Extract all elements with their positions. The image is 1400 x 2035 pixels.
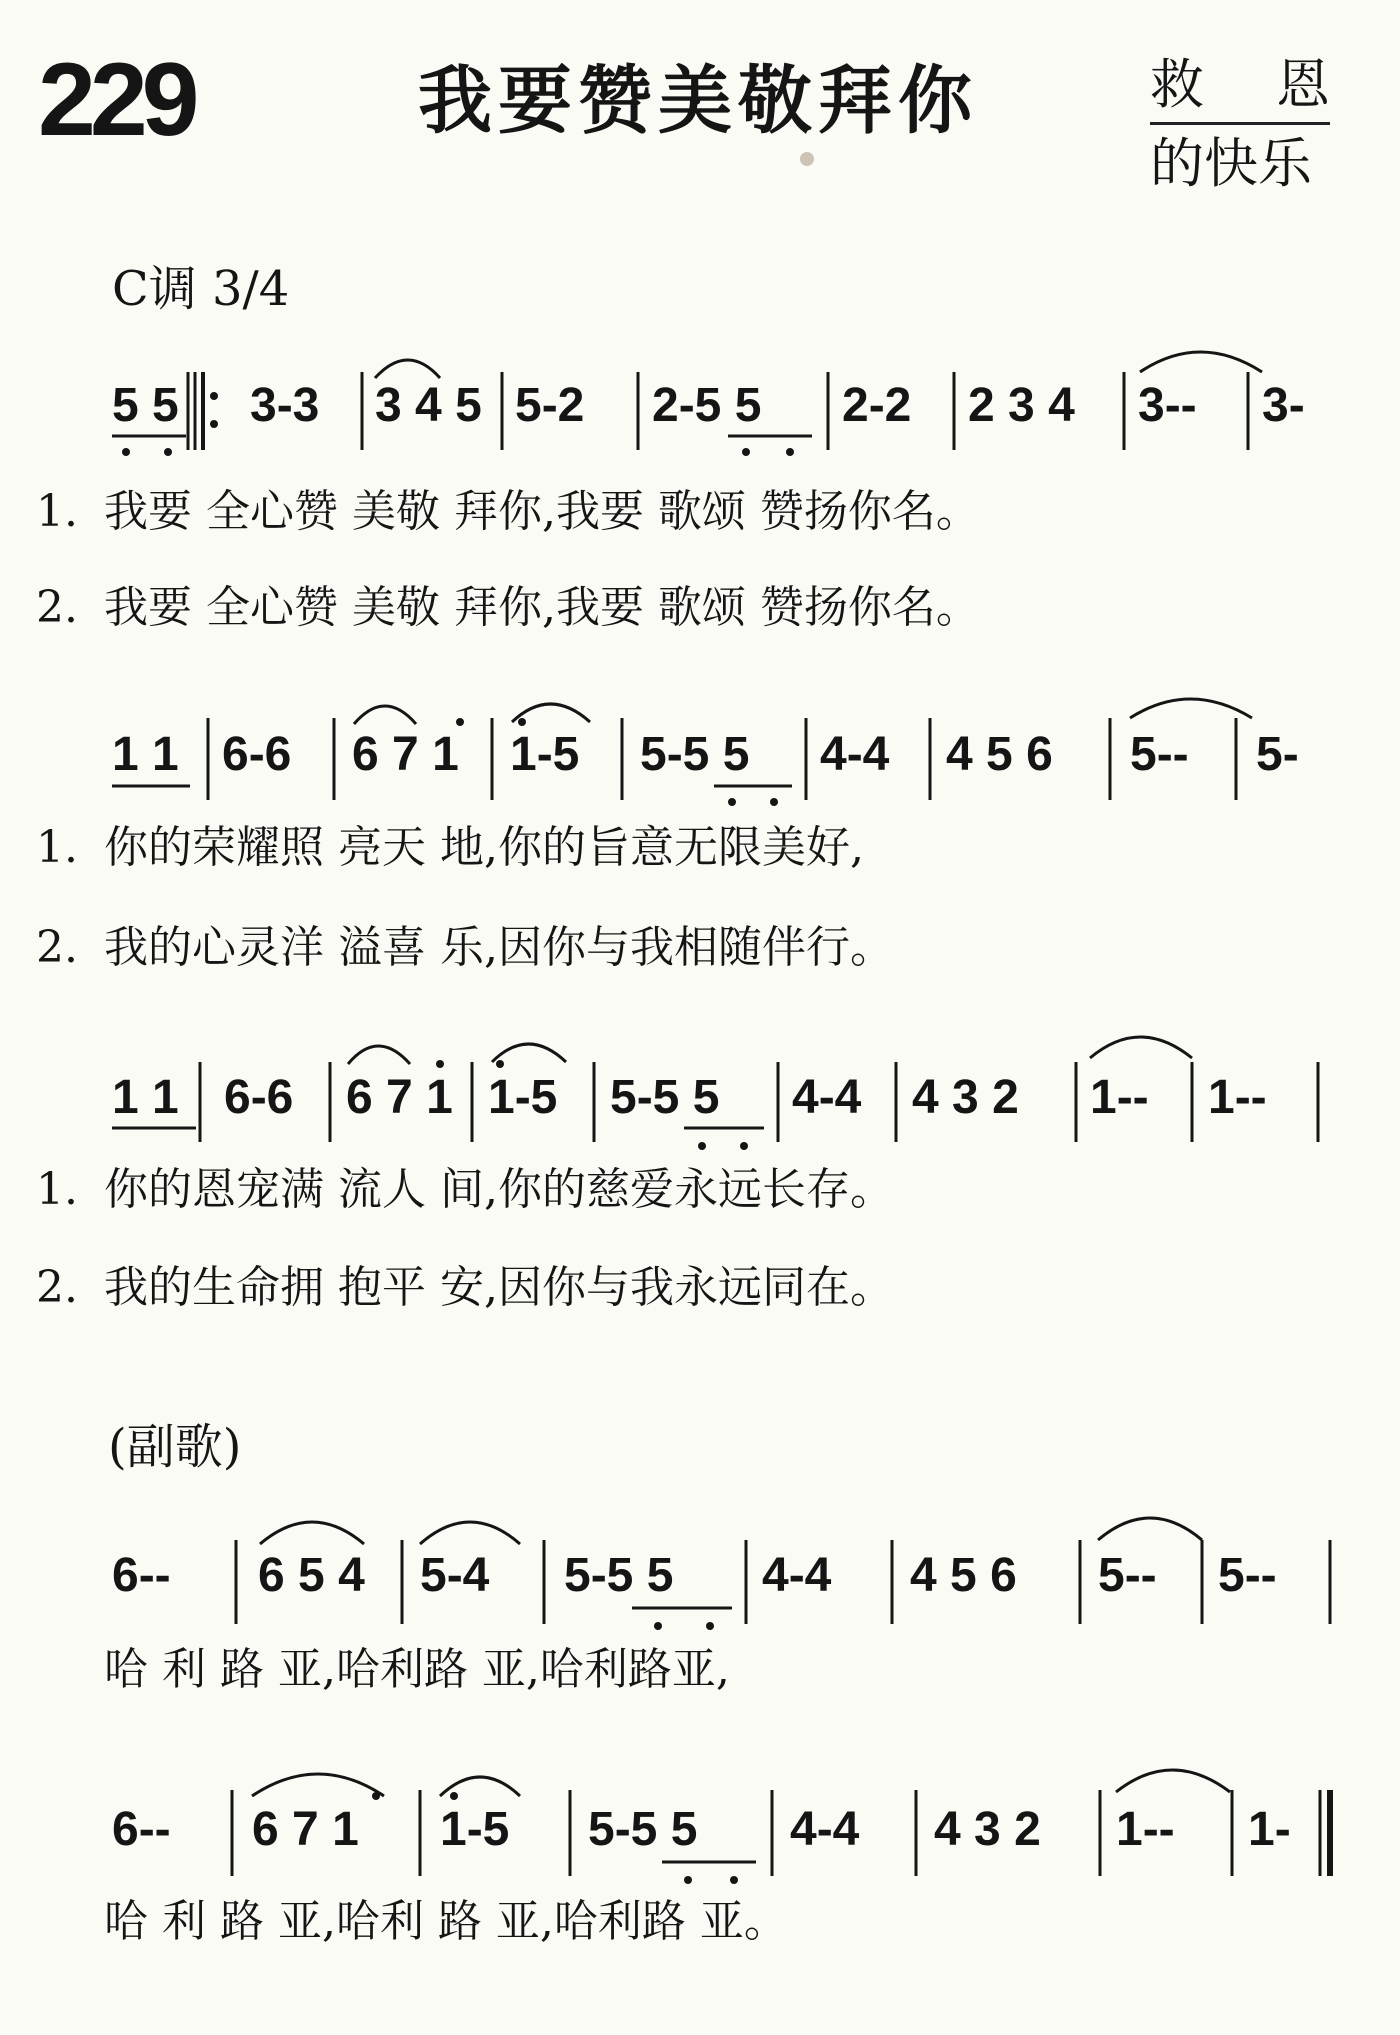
lyric-line-5 bbox=[36, 1896, 1376, 1960]
lyric-line-4 bbox=[36, 1644, 1376, 1708]
lyric-text: 我的心灵洋 溢喜 乐,因你与我相随伴行。 bbox=[104, 922, 894, 973]
measure: 5- bbox=[1256, 728, 1299, 781]
lyric-text: 我要 全心赞 美敬 拜你,我要 歌颂 赞扬你名。 bbox=[104, 486, 980, 537]
measure: 1-5 bbox=[488, 1071, 558, 1124]
measure: 4-4 bbox=[790, 1803, 860, 1856]
chorus-label: (副歌) bbox=[108, 1419, 242, 1475]
measure: 5-5 5 bbox=[564, 1549, 674, 1602]
paper-smudge bbox=[800, 152, 814, 166]
measure: 6-- bbox=[112, 1549, 171, 1602]
lyric-line-1-1 bbox=[36, 486, 1376, 550]
measure: 4 3 2 bbox=[912, 1071, 1019, 1124]
key-signature: C调 3/4 bbox=[112, 261, 290, 317]
measure: 3 4 5 bbox=[375, 379, 482, 432]
lyric-text: 我的生命拥 抱平 安,因你与我永远同在。 bbox=[104, 1262, 894, 1313]
measure: 1 1 bbox=[112, 728, 179, 781]
measure: 4 3 2 bbox=[934, 1803, 1041, 1856]
notation-line-4 bbox=[0, 1549, 1400, 1622]
lyric-text: 哈 利 路 亚,哈利路 亚,哈利路亚, bbox=[104, 1644, 730, 1695]
verse-number: 1. bbox=[36, 486, 78, 537]
measure: 6-6 bbox=[222, 728, 292, 781]
measure: 1-- bbox=[1116, 1803, 1175, 1856]
category-bottom: 的快乐 bbox=[1150, 132, 1312, 195]
measure: 5-- bbox=[1218, 1549, 1277, 1602]
measure: 3-3 bbox=[250, 379, 320, 432]
measure: 4 5 6 bbox=[946, 728, 1053, 781]
hymn-title: 我要赞美敬拜你 bbox=[418, 58, 978, 144]
lyric-text: 你的恩宠满 流人 间,你的慈爱永远长存。 bbox=[104, 1164, 894, 1215]
notation-line-3 bbox=[0, 1071, 1400, 1144]
lyric-text: 哈 利 路 亚,哈利 路 亚,哈利路 亚。 bbox=[104, 1896, 788, 1947]
lyric-line-3-2 bbox=[36, 1262, 1376, 1326]
measure: 6 5 4 bbox=[258, 1549, 365, 1602]
notation-line-2 bbox=[0, 728, 1400, 801]
measure: 3- bbox=[1262, 379, 1305, 432]
lyric-line-2-1 bbox=[36, 822, 1376, 886]
notation-line-1 bbox=[0, 379, 1400, 452]
measure: 1-5 bbox=[510, 728, 580, 781]
measure: 1-- bbox=[1090, 1071, 1149, 1124]
measure: 6 7 1 bbox=[346, 1071, 453, 1124]
measure: 5-2 bbox=[515, 379, 585, 432]
verse-number: 2. bbox=[36, 1262, 78, 1313]
verse-number: 2. bbox=[36, 582, 78, 633]
lyric-text: 你的荣耀照 亮天 地,你的旨意无限美好, bbox=[104, 822, 864, 873]
measure: 3-- bbox=[1138, 379, 1197, 432]
category-top-left: 救 bbox=[1150, 53, 1204, 116]
measure: 1- bbox=[1248, 1803, 1291, 1856]
lyric-line-1-2 bbox=[36, 582, 1376, 646]
lyric-line-3-1 bbox=[36, 1164, 1376, 1228]
measure: 6 7 1 bbox=[352, 728, 459, 781]
measure: 2-2 bbox=[842, 379, 912, 432]
verse-number: 2. bbox=[36, 922, 78, 973]
measure: 5-5 5 bbox=[640, 728, 750, 781]
measure: 5-5 5 bbox=[610, 1071, 720, 1124]
measure: 4 5 6 bbox=[910, 1549, 1017, 1602]
lyric-line-2-2 bbox=[36, 922, 1376, 986]
measure: 4-4 bbox=[820, 728, 890, 781]
measure: 5 5 bbox=[112, 379, 179, 432]
category-top bbox=[1150, 53, 1330, 125]
measure: 6 7 1 bbox=[252, 1803, 359, 1856]
hymn-number: 229 bbox=[38, 42, 194, 158]
measure: 1-- bbox=[1208, 1071, 1267, 1124]
measure: 4-4 bbox=[762, 1549, 832, 1602]
measure: 1 1 bbox=[112, 1071, 179, 1124]
notation-line-5 bbox=[0, 1803, 1400, 1876]
category-top-right: 恩 bbox=[1276, 53, 1330, 116]
measure: 4-4 bbox=[792, 1071, 862, 1124]
measure: 2-5 5 bbox=[652, 379, 762, 432]
verse-number: 1. bbox=[36, 1164, 78, 1215]
measure: 2 3 4 bbox=[968, 379, 1075, 432]
measure: 6-6 bbox=[224, 1071, 294, 1124]
measure: 5-5 5 bbox=[588, 1803, 698, 1856]
measure: 5-4 bbox=[420, 1549, 490, 1602]
measure: 1-5 bbox=[440, 1803, 510, 1856]
measure: 5-- bbox=[1098, 1549, 1157, 1602]
measure: 5-- bbox=[1130, 728, 1189, 781]
measure: 6-- bbox=[112, 1803, 171, 1856]
verse-number: 1. bbox=[36, 822, 78, 873]
category-label bbox=[1150, 53, 1330, 195]
lyric-text: 我要 全心赞 美敬 拜你,我要 歌颂 赞扬你名。 bbox=[104, 582, 980, 633]
